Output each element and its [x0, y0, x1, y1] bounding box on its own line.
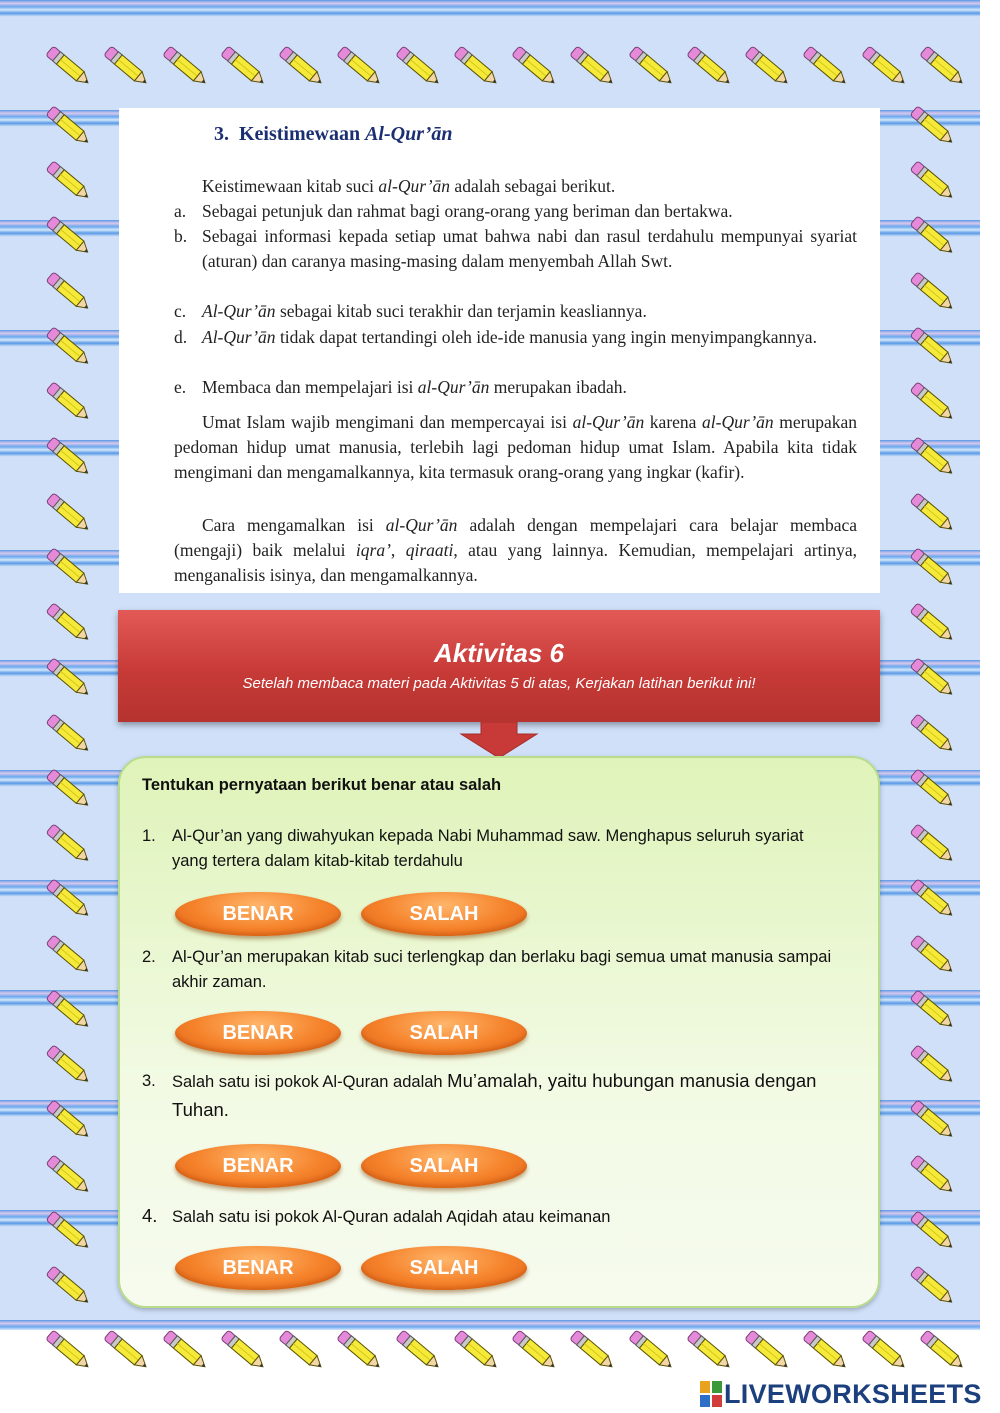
activity-subtitle: Setelah membaca materi pada Aktivitas 5 di atas, Kerjakan latihan berikut ini!	[242, 675, 756, 692]
pencil-icon	[157, 1322, 213, 1378]
pencil-icon	[904, 1037, 960, 1092]
pencil-icon	[40, 1037, 96, 1092]
question-4-false-button[interactable]: SALAH	[361, 1246, 527, 1290]
pencil-icon	[914, 1322, 970, 1378]
list-item: b. Sebagai informasi kepada setiap umat bahwa nabi dan rasul terdahulu mempunyai syariat (aturan) dan caranya masing-masing dalam menyembah Allah Swt.	[174, 226, 857, 271]
pencil-icon	[215, 38, 271, 94]
pencil-icon	[98, 1322, 154, 1378]
pencil-icon	[40, 264, 96, 319]
question-3-true-button[interactable]: BENAR	[175, 1144, 341, 1188]
section-number: 3.	[214, 123, 229, 145]
question-2-false-button[interactable]: SALAH	[361, 1011, 527, 1055]
pencil-icon	[904, 816, 960, 871]
question-3: 3. Salah satu isi pokok Al-Quran adalah Mu’amalah, yaitu hubungan manusia dengan Tuhan.	[142, 1070, 817, 1120]
pencil-icon	[40, 485, 96, 540]
pencil-icon	[215, 1322, 271, 1378]
section-title-italic: Al-Qur’ān	[365, 123, 453, 145]
pencil-icon	[273, 1322, 329, 1378]
section-title-text: Keistimewaan	[239, 123, 361, 145]
pencil-icon	[506, 1322, 562, 1378]
pencil-icon	[506, 38, 562, 94]
question-2: 2. Al-Qur’an merupakan kitab suci terlengkap dan berlaku bagi semua umat manusia sampai akhir zaman.	[142, 948, 832, 991]
pencil-border-top	[40, 36, 970, 96]
activity-title: Aktivitas 6	[433, 638, 565, 668]
pencil-border-bottom	[40, 1320, 970, 1380]
pencil-icon	[40, 429, 96, 484]
quiz-instruction: Tentukan pernyataan berikut benar atau salah	[142, 776, 502, 794]
pencil-icon	[904, 374, 960, 429]
quiz-panel	[118, 756, 880, 1308]
pencil-icon	[273, 38, 329, 94]
pencil-icon	[904, 1092, 960, 1147]
intro-paragraph: Keistimewaan kitab suci al-Qur’ān adalah sebagai berikut.	[202, 176, 616, 196]
pencil-border-right	[902, 98, 962, 1313]
pencil-icon	[40, 650, 96, 705]
pencil-icon	[904, 871, 960, 926]
pencil-icon	[904, 264, 960, 319]
pencil-icon	[448, 38, 504, 94]
list-item: e. Membaca dan mempelajari isi al-Qur’ān merupakan ibadah.	[174, 377, 627, 397]
pencil-icon	[157, 38, 213, 94]
pencil-icon	[40, 761, 96, 816]
list-item: d. Al-Qur’ān tidak dapat tertandingi oleh ide-ide manusia yang ingin menyimpangkannya.	[174, 327, 817, 347]
pencil-icon	[331, 38, 387, 94]
pencil-icon	[40, 927, 96, 982]
pencil-icon	[331, 1322, 387, 1378]
body-paragraph: Cara mengamalkan isi al-Qur’ān adalah dengan mempelajari cara belajar membaca (mengaji) baik melalui iqra’, qiraati, atau yang lainnya. Kemudian, mempelajari artinya, menganalisis isinya, dan mengamalkannya.	[174, 515, 857, 585]
pencil-icon	[904, 208, 960, 263]
pencil-icon	[40, 98, 96, 153]
pencil-icon	[904, 319, 960, 374]
pencil-icon	[40, 1322, 96, 1378]
pencil-icon	[98, 38, 154, 94]
pencil-icon	[856, 1322, 912, 1378]
pencil-icon	[40, 1203, 96, 1258]
pencil-icon	[40, 319, 96, 374]
pencil-icon	[914, 38, 970, 94]
question-4-true-button[interactable]: BENAR	[175, 1246, 341, 1290]
pencil-icon	[904, 1147, 960, 1202]
pencil-icon	[40, 374, 96, 429]
pencil-icon	[681, 1322, 737, 1378]
pencil-icon	[40, 1092, 96, 1147]
pencil-icon	[40, 540, 96, 595]
pencil-icon	[904, 98, 960, 153]
pencil-icon	[390, 38, 446, 94]
pencil-icon	[797, 38, 853, 94]
body-paragraph: Umat Islam wajib mengimani dan mempercayai isi al-Qur’ān karena al-Qur’ān merupakan pedoman hidup umat manusia, terlebih lagi pedoman hidup umat Islam. Apabila kita tidak mengimani dan mengamalkannya, kita termasuk orang-orang yang ingkar (kafir).	[174, 412, 857, 482]
pencil-icon	[739, 38, 795, 94]
pencil-icon	[739, 1322, 795, 1378]
pencil-icon	[40, 706, 96, 761]
pencil-icon	[623, 38, 679, 94]
pencil-icon	[904, 982, 960, 1037]
pencil-icon	[856, 38, 912, 94]
activity-banner	[118, 610, 880, 722]
pencil-icon	[40, 1147, 96, 1202]
pencil-icon	[904, 761, 960, 816]
pencil-icon	[564, 38, 620, 94]
question-3-false-button[interactable]: SALAH	[361, 1144, 527, 1188]
pencil-icon	[904, 595, 960, 650]
pencil-border-left	[38, 98, 98, 1313]
pencil-icon	[904, 153, 960, 208]
question-4: 4. Salah satu isi pokok Al-Quran adalah Aqidah atau keimanan	[142, 1205, 611, 1226]
pencil-icon	[904, 650, 960, 705]
question-2-true-button[interactable]: BENAR	[175, 1011, 341, 1055]
question-1: 1. Al-Qur’an yang diwahyukan kepada Nabi Muhammad saw. Menghapus seluruh syariat yang tertera dalam kitab-kitab terdahulu	[142, 827, 804, 870]
pencil-icon	[623, 1322, 679, 1378]
pencil-icon	[40, 982, 96, 1037]
section-title	[214, 122, 453, 147]
pencil-icon	[40, 38, 96, 94]
pencil-icon	[904, 485, 960, 540]
pencil-icon	[904, 927, 960, 982]
pencil-icon	[40, 153, 96, 208]
pencil-icon	[40, 816, 96, 871]
pencil-icon	[797, 1322, 853, 1378]
list-item: a. Sebagai petunjuk dan rahmat bagi orang-orang yang beriman dan bertakwa.	[174, 201, 733, 221]
pencil-icon	[40, 208, 96, 263]
question-1-false-button[interactable]: SALAH	[361, 892, 527, 936]
reading-passage	[119, 108, 880, 593]
down-arrow-icon	[459, 722, 539, 758]
pencil-icon	[564, 1322, 620, 1378]
pencil-icon	[40, 871, 96, 926]
pencil-icon	[448, 1322, 504, 1378]
pencil-icon	[681, 38, 737, 94]
pencil-icon	[40, 595, 96, 650]
pencil-icon	[904, 1258, 960, 1313]
list-item: c. Al-Qur’ān sebagai kitab suci terakhir dan terjamin keasliannya.	[174, 301, 647, 321]
question-1-true-button[interactable]: BENAR	[175, 892, 341, 936]
pencil-icon	[390, 1322, 446, 1378]
pencil-icon	[904, 429, 960, 484]
liveworksheets-logo	[700, 1378, 982, 1410]
pencil-icon	[904, 706, 960, 761]
pencil-icon	[904, 1203, 960, 1258]
pencil-icon	[40, 1258, 96, 1313]
liveworksheets-wordmark: LIVEWORKSHEETS	[724, 1378, 982, 1409]
pencil-icon	[904, 540, 960, 595]
liveworksheets-logo-icon	[700, 1381, 722, 1407]
